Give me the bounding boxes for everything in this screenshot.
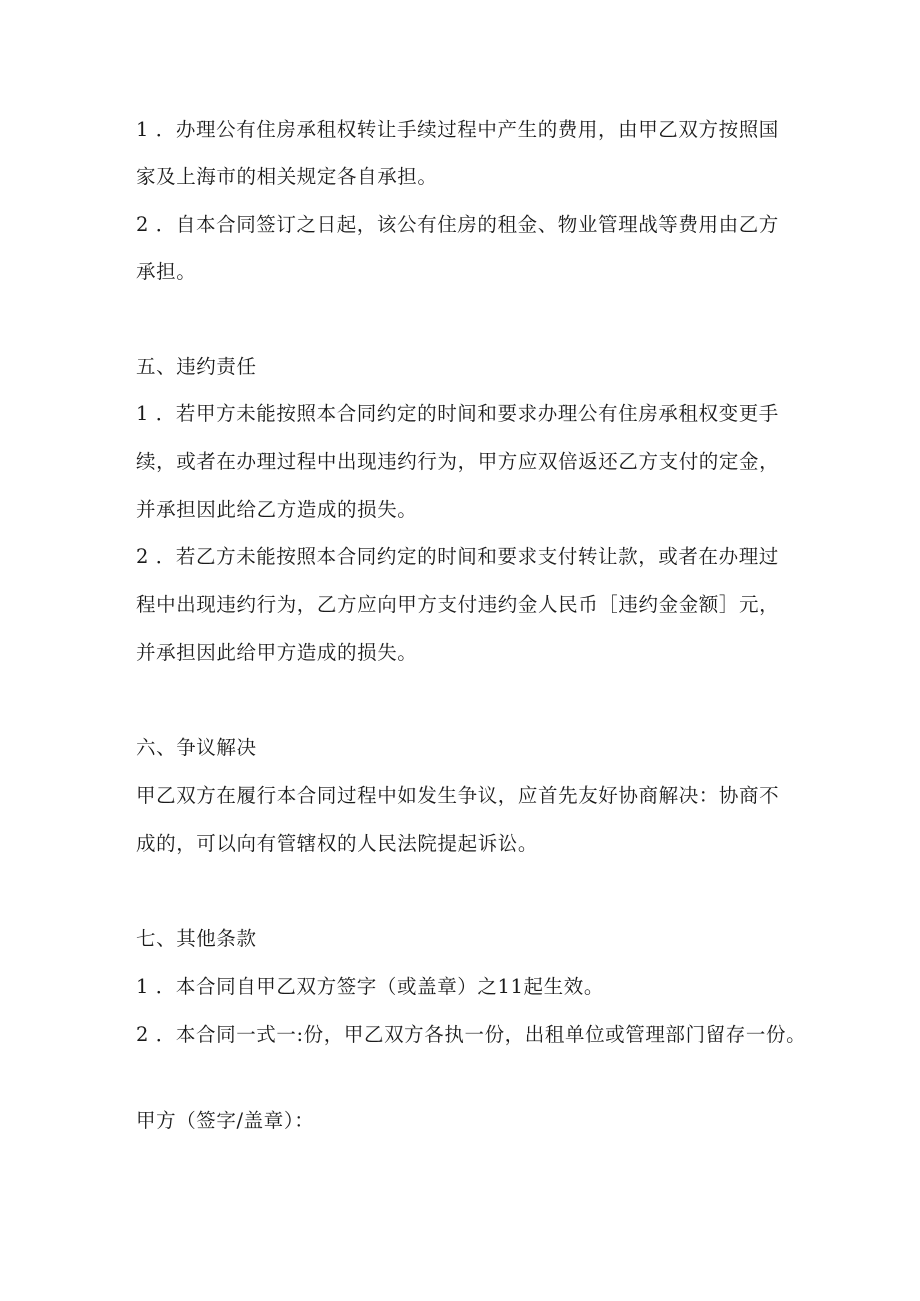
party-a-signature-label: 甲方（签字/盖章）：: [136, 1109, 315, 1132]
clause-5-2-line-2: 程中出现违约行为，乙方应向甲方支付违约金人民币［违约金金额］元，: [136, 593, 780, 616]
clause-5-1-line-1: 1 ．若甲方未能按照本合同约定的时间和要求办理公有住房承租权变更手: [136, 402, 779, 425]
clause-4-2-line-1: 2 ．自本合同签订之日起，该公有住房的租金、物业管理战等费用由乙方: [136, 213, 779, 236]
clause-7-1-line-1: 1 ．本合同自甲乙双方签字（或盖章）之11起生效。: [136, 975, 604, 998]
section-5-heading: 五、违约责任: [136, 355, 257, 378]
clause-5-1-line-3: 并承担因此给乙方造成的损失。: [136, 498, 418, 521]
clause-7-2-line-1: 2 ．本合同一式一:份，甲乙双方各执一份，出租单位或管理部门留存一份。: [136, 1023, 807, 1046]
clause-4-2-line-2: 承担。: [136, 260, 197, 283]
clause-5-2-line-3: 并承担因此给甲方造成的损失。: [136, 641, 418, 664]
clause-4-1-line-2: 家及上海市的相关规定各自承担。: [136, 165, 438, 188]
clause-5-2-line-1: 2 ．若乙方未能按照本合同约定的时间和要求支付转让款，或者在办理过: [136, 545, 779, 568]
clause-6-line-2: 成的，可以向有管辖权的人民法院提起诉讼。: [136, 832, 539, 855]
clause-4-1-line-1: 1 ．办理公有住房承租权转让手续过程中产生的费用，由甲乙双方按照国: [136, 118, 779, 141]
section-6-heading: 六、争议解决: [136, 736, 257, 759]
section-7-heading: 七、其他条款: [136, 927, 257, 950]
clause-6-line-1: 甲乙双方在履行本合同过程中如发生争议，应首先友好协商解决：协商不: [136, 784, 780, 807]
clause-5-1-line-2: 续，或者在办理过程中出现违约行为，甲方应双倍返还乙方支付的定金，: [136, 450, 780, 473]
